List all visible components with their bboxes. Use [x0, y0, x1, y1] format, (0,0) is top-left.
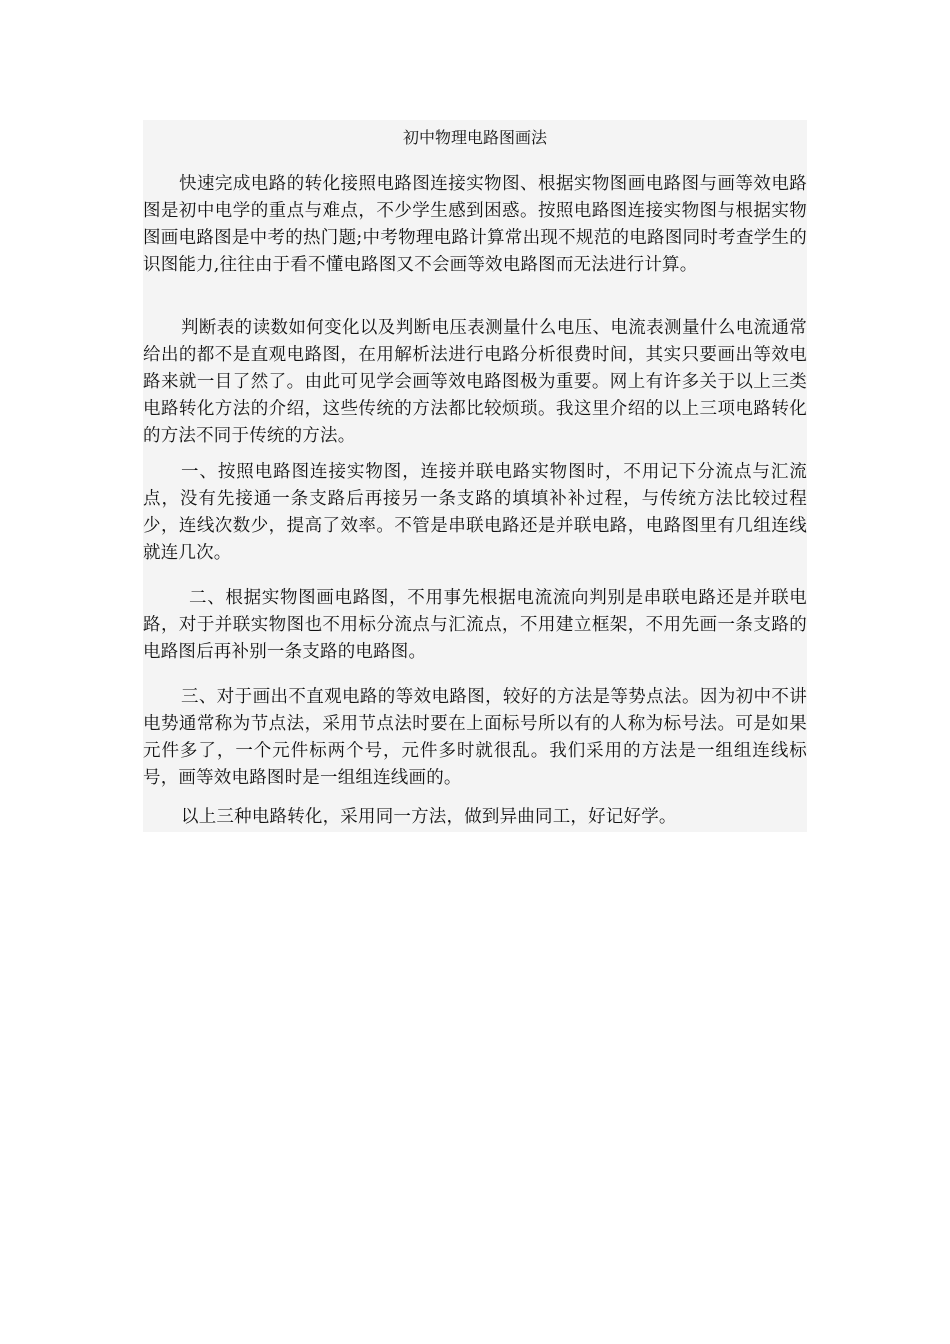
paragraph-intro: 快速完成电路的转化接照电路图连接实物图、根据实物图画电路图与画等效电路图是初中电学的重点与难点，不少学生感到困惑。按照电路图连接实物图与根据实物图画电路图是中考的热门题;中考物理电路计算常出现不规范的电路图同时考查学生的识图能力,往往由于看不懂电路图又不会画等效电路图而无法进行计算。: [143, 174, 807, 275]
paragraph-meter-reading: 判断表的读数如何变化以及判断电压表测量什么电压、电流表测量什么电流通常给出的都不是直观电路图，在用解析法进行电路分析很费时间，其实只要画出等效电路来就一目了然了。由此可见学会画等效电路图极为重要。网上有许多关于以上三类电路转化方法的介绍，这些传统的方法都比较烦琐。我这里介绍的以上三项电路转化的方法不同于传统的方法。: [143, 318, 807, 446]
paragraph-method-two: 二、根据实物图画电路图，不用事先根据电流流向判别是串联电路还是并联电路，对于并联实物图也不用标分流点与汇流点，不用建立框架，不用先画一条支路的电路图后再补别一条支路的电路图。: [143, 588, 807, 662]
paragraph-conclusion: 以上三种电路转化，采用同一方法，做到异曲同工，好记好学。: [181, 807, 677, 827]
paragraph-method-one: 一、按照电路图连接实物图，连接并联电路实物图时，不用记下分流点与汇流点，没有先接通一条支路后再接另一条支路的填填补补过程，与传统方法比较过程少，连线次数少，提高了效率。不管是串联电路还是并联电路，电路图里有几组连线就连几次。: [143, 462, 807, 563]
paragraph-method-three: 三、对于画出不直观电路的等效电路图，较好的方法是等势点法。因为初中不讲电势通常称为节点法，采用节点法时要在上面标号所以有的人称为标号法。可是如果元件多了，一个元件标两个号，元件多时就很乱。我们采用的方法是一组组连线标号，画等效电路图时是一组组连线画的。: [143, 687, 807, 788]
document-title: 初中物理电路图画法: [402, 128, 547, 147]
